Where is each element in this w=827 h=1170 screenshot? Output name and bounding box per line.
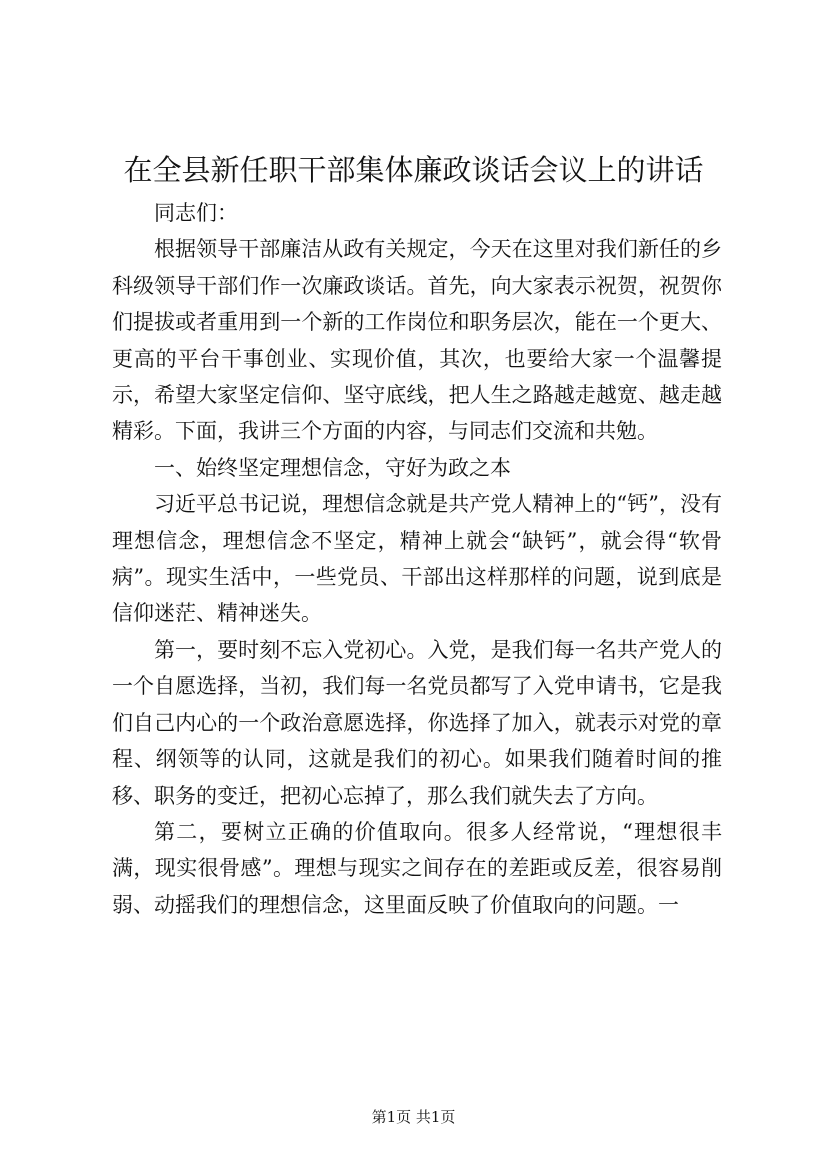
salutation-paragraph: 同志们： [154, 201, 238, 225]
section-heading: 一、始终坚定理想信念，守好为政之本 [154, 455, 511, 480]
intro-paragraph: 根据领导干部廉洁从政有关规定，今天在这里对我们新任的乡科级领导干部们作一次廉政谈话。首先，向大家表示祝贺，祝贺你们提拔或者重用到一个新的工作岗位和职务层次，能在一个更大、更高的平台干事创业、实现价值，其次，也要给大家一个温馨提示，希望大家坚定信仰、坚守底线，把人生之路越走越宽、越走越精彩。下面，我讲三个方面的内容，与同志们交流和共勉。 [112, 237, 722, 444]
page-footer: 第1页 共1页 [371, 1108, 456, 1126]
document-body [112, 195, 722, 923]
body-paragraph: 第二，要树立正确的价值取向。很多人经常说，“理想很丰满，现实很骨感”。理想与现实之间存在的差距或反差，很容易削弱、动摇我们的理想信念，这里面反映了价值取向的问题。一 [112, 819, 722, 917]
body-paragraph: 习近平总书记说，理想信念就是共产党人精神上的“钙”，没有理想信念，理想信念不坚定，精神上就会“缺钙”，就会得“软骨病”。现实生活中，一些党员、干部出这样那样的问题，说到底是信仰迷茫、精神迷失。 [112, 492, 722, 626]
document-title: 在全县新任职干部集体廉政谈话会议上的讲话 [123, 153, 704, 187]
body-paragraph: 第一，要时刻不忘入党初心。入党，是我们每一名共产党人的一个自愿选择，当初，我们每一名党员都写了入党申请书，它是我们自己内心的一个政治意愿选择，你选择了加入，就表示对党的章程、纲领等的认同，这就是我们的初心。如果我们随着时间的推移、职务的变迁，把初心忘掉了，那么我们就失去了方向。 [112, 637, 722, 808]
